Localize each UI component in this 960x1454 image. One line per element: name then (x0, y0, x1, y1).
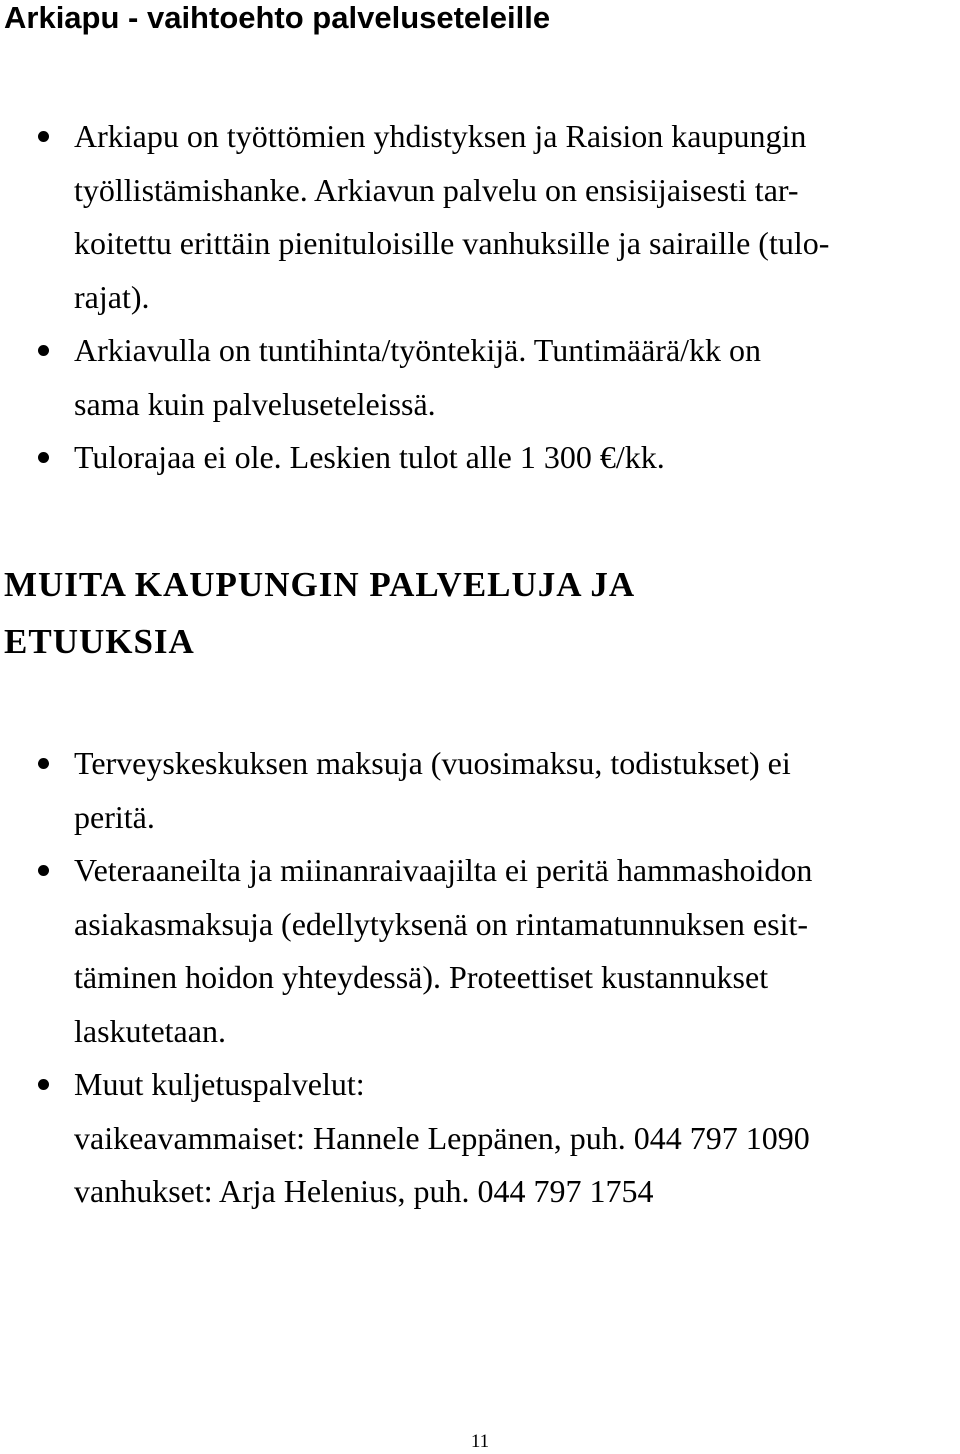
bullet-icon (38, 345, 49, 356)
section-heading (4, 556, 635, 670)
bullet-icon (38, 131, 49, 142)
text-line: peritä. (74, 798, 155, 835)
text-line: rajat). (74, 278, 150, 315)
text-line: täminen hoidon yhteydessä). Proteettiset kustannukset (74, 959, 769, 995)
list-item (0, 324, 829, 431)
text-line: työllistämishanke. Arkiavun palvelu on ensisijaisesti tar- (74, 171, 799, 208)
text-line: sama kuin palveluseteleissä. (74, 385, 436, 422)
services-list (0, 737, 812, 1219)
bullet-icon (38, 865, 49, 876)
text-line: vaikeavammaiset: Hannele Leppänen, puh. 044 797 1090 (74, 1119, 810, 1156)
list-item (0, 110, 829, 324)
list-item (0, 737, 812, 844)
list-item (0, 431, 829, 485)
section-heading-line: MUITA KAUPUNGIN PALVELUJA JA (4, 565, 636, 604)
page-title: Arkiapu - vaihtoehto palveluseteleille (4, 0, 551, 35)
bullet-icon (38, 758, 49, 769)
bullet-icon (38, 452, 49, 463)
text-line: Arkiapu on työttömien yhdistyksen ja Raision kaupungin (74, 118, 807, 154)
list-item (0, 844, 812, 1058)
text-line: Muut kuljetuspalvelut: (74, 1066, 365, 1102)
text-line: Tulorajaa ei ole. Leskien tulot alle 1 300 €/kk. (74, 439, 665, 475)
text-line: Veteraaneilta ja miinanraivaajilta ei peritä hammashoidon (74, 852, 813, 888)
text-line: laskutetaan. (74, 1012, 226, 1049)
arkiapu-list (0, 110, 829, 485)
list-item (0, 1058, 812, 1219)
page-number: 11 (470, 1431, 490, 1452)
text-line: Arkiavulla on tuntihinta/työntekijä. Tuntimäärä/kk on (74, 332, 762, 368)
bullet-icon (38, 1079, 49, 1090)
section-heading-line: ETUUKSIA (4, 622, 195, 661)
text-line: Terveyskeskuksen maksuja (vuosimaksu, todistukset) ei (74, 745, 791, 781)
text-line: koitettu erittäin pienituloisille vanhuksille ja sairaille (tulo- (74, 225, 830, 261)
text-line: vanhukset: Arja Helenius, puh. 044 797 1754 (74, 1173, 654, 1209)
text-line: asiakasmaksuja (edellytyksenä on rintamatunnuksen esit- (74, 905, 809, 942)
